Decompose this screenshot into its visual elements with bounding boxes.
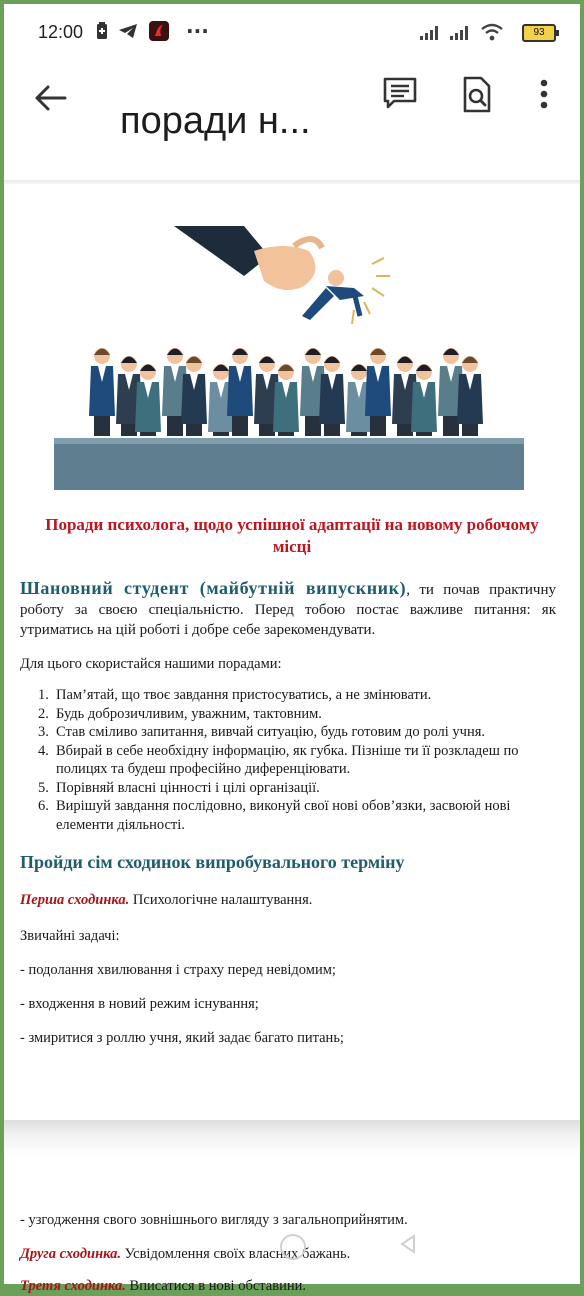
app-notification-icon bbox=[149, 21, 169, 45]
arrow-back-icon[interactable] bbox=[34, 84, 68, 112]
signal-icon bbox=[420, 24, 442, 44]
greeting-text: , ти почав практичну роботу за своєю спеціальністю. Перед тобою постає важливе питання: як утриматись на цій роботі і добре себе зарекомендувати. bbox=[20, 582, 556, 638]
step-3-label: Третя сходинка. bbox=[20, 1278, 126, 1294]
screen bbox=[4, 4, 580, 1294]
list-item: 4. Вбирай в себе необхідну інформацію, як губка. Пізніше ти її розкладеш по полицях та будеш професійно диференціювати. bbox=[38, 742, 519, 777]
status-time: 12:00 bbox=[38, 22, 84, 42]
task-item: - змиритися з роллю учня, який задає багато питань; bbox=[20, 1030, 344, 1046]
task-item: - подолання хвилювання і страху перед невідомим; bbox=[20, 962, 336, 978]
nav-back-icon[interactable] bbox=[398, 1234, 418, 1258]
list-item: 1. Пам’ятай, що твоє завдання пристосуватись, а не змінювати. bbox=[38, 687, 432, 703]
status-dots: ··· bbox=[186, 19, 209, 43]
app-bar-divider bbox=[4, 180, 580, 184]
section-title: Пройди сім сходинок випробувального терміну bbox=[20, 852, 405, 872]
step-1-text: Психологічне налаштування. bbox=[129, 892, 313, 908]
list-item: 3. Став сміливо запитання, вивчай ситуацію, будь готовим до ролі учня. bbox=[38, 724, 486, 740]
status-bar bbox=[4, 4, 580, 60]
greeting-lead: Шановний студент (майбутній випускник) bbox=[20, 578, 407, 598]
sim-icon bbox=[96, 22, 108, 44]
document-title: поради н... bbox=[120, 100, 311, 142]
greeting-paragraph bbox=[20, 578, 556, 640]
telegram-icon bbox=[118, 23, 138, 43]
app-bar bbox=[4, 60, 580, 180]
battery-icon: 93 bbox=[522, 24, 556, 42]
illustration-image bbox=[54, 226, 524, 490]
list-item: 5. Порівняй власні цінності і цілі організації. bbox=[38, 779, 320, 796]
tips-list bbox=[20, 686, 560, 834]
task-item: - входження в новий режим існування; bbox=[20, 996, 259, 1012]
tasks-label: Звичайні задачі: bbox=[20, 928, 120, 944]
document-page-2[interactable] bbox=[4, 1156, 580, 1294]
page-separator bbox=[4, 1120, 580, 1156]
step-3 bbox=[20, 1276, 306, 1296]
step-1 bbox=[20, 890, 312, 910]
step-1-label: Перша сходинка. bbox=[20, 892, 130, 908]
step-2-label: Друга сходинка. bbox=[20, 1246, 121, 1262]
signal-icon bbox=[450, 24, 472, 44]
list-item: 2. Будь доброзичливим, уважним, тактовним. bbox=[38, 705, 322, 722]
more-vert-icon[interactable] bbox=[530, 76, 558, 116]
document-heading: Поради психолога, щодо успішної адаптації на новому робочому місці bbox=[45, 515, 539, 556]
list-item: 6. Вирішуй завдання послідовно, виконуй свої нові обов’язки, засвоюй нові елементи діяльності. bbox=[38, 798, 511, 833]
nav-home-icon[interactable] bbox=[280, 1234, 306, 1260]
step-3-text: Вписатися в нові обставини. bbox=[125, 1278, 306, 1294]
step-2-text: Усвідомлення своїх власних бажань. bbox=[121, 1246, 351, 1262]
task-item: - узгодження свого зовнішнього вигляду з загальноприйнятим. bbox=[20, 1212, 408, 1228]
wifi-icon bbox=[480, 23, 504, 45]
comment-icon[interactable] bbox=[382, 76, 422, 116]
find-in-page-icon[interactable] bbox=[462, 76, 502, 116]
intro-text: Для цього скористайся нашими порадами: bbox=[20, 656, 282, 672]
document-page[interactable] bbox=[4, 188, 580, 1120]
